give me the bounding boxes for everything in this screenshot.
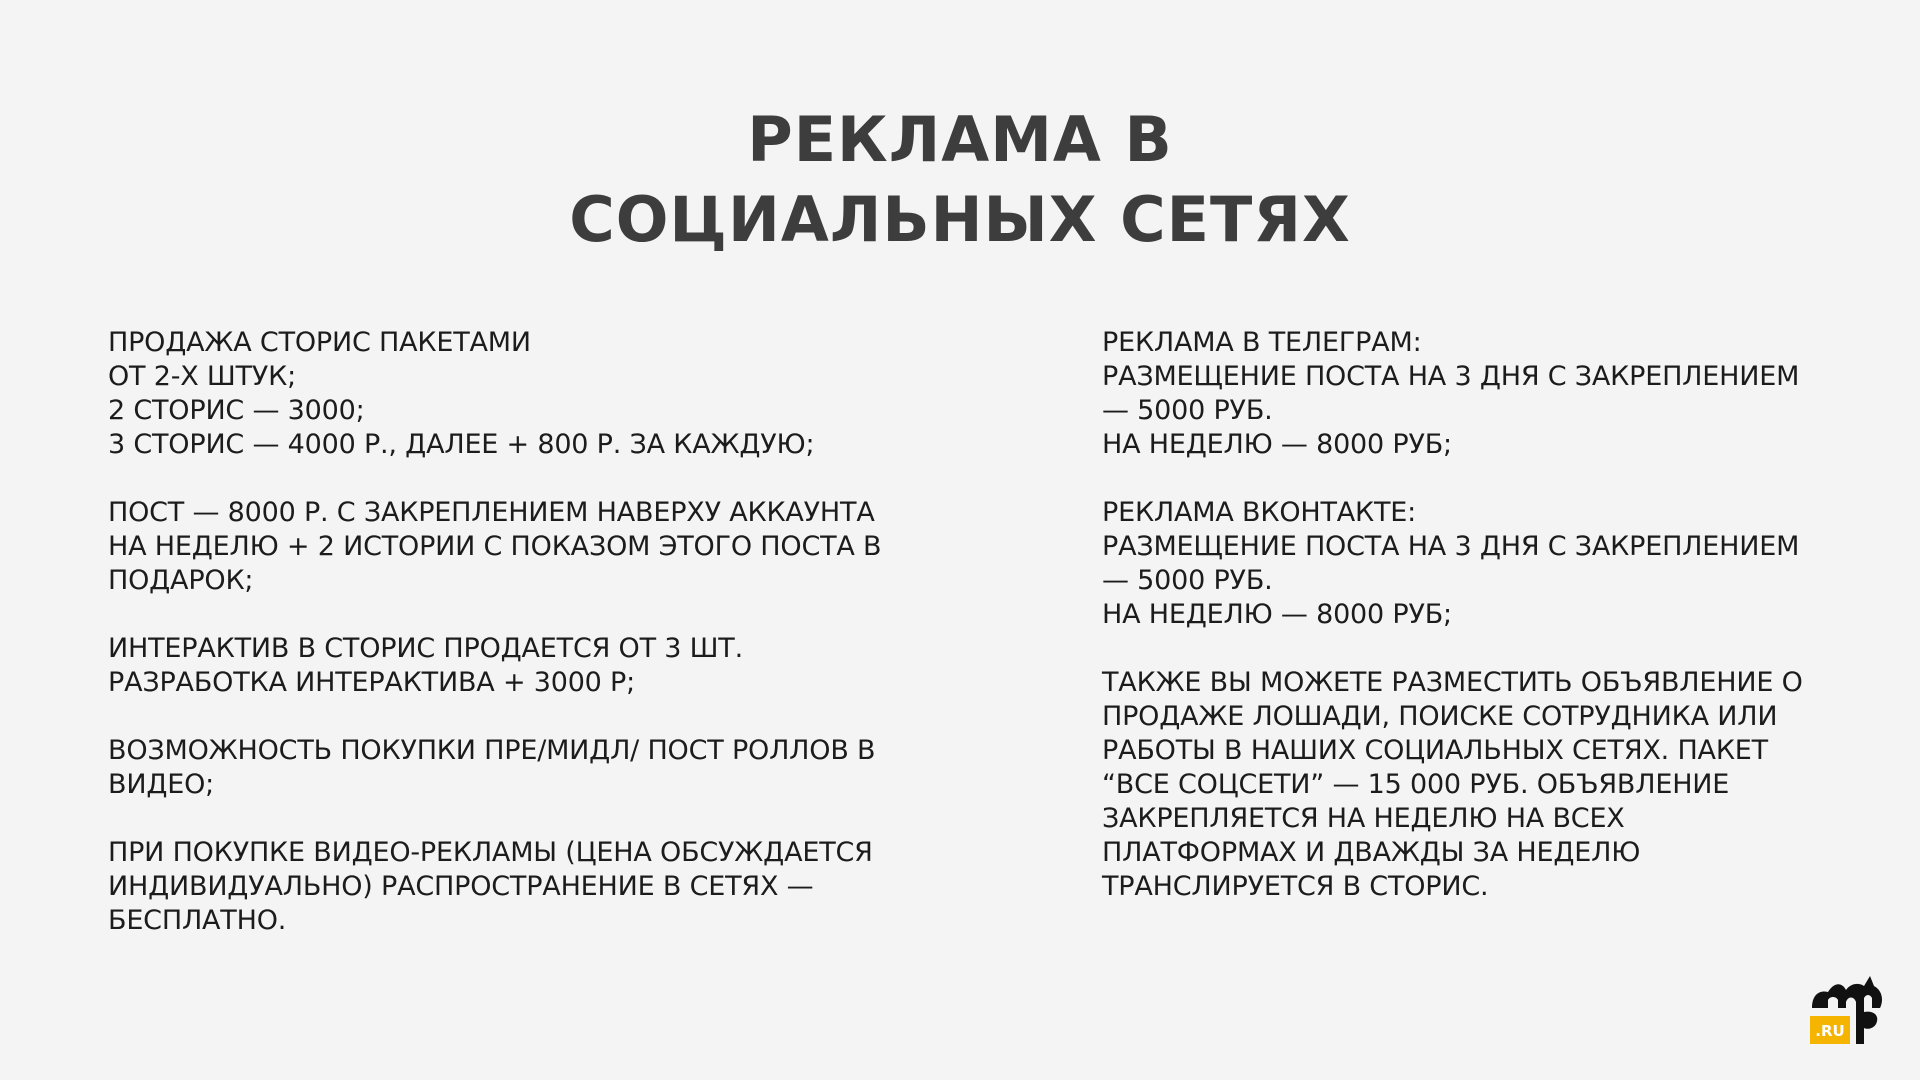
video-rolls-block <box>108 734 928 802</box>
text-line: ПРИ ПОКУПКЕ ВИДЕО-РЕКЛАМЫ (ЦЕНА ОБСУЖДАЕТСЯ <box>108 837 873 868</box>
text-line: ИНТЕРАКТИВ В СТОРИС ПРОДАЕТСЯ ОТ 3 ШТ. <box>108 633 743 664</box>
left-column <box>108 326 928 972</box>
text-line: “ВСЕ СОЦСЕТИ” — 15 000 РУБ. ОБЪЯВЛЕНИЕ <box>1102 769 1730 800</box>
telegram-pricing-block <box>1102 326 1832 462</box>
text-line: ПЛАТФОРМАХ И ДВАЖДЫ ЗА НЕДЕЛЮ <box>1102 837 1641 868</box>
text-line: РАЗРАБОТКА ИНТЕРАКТИВА + 3000 Р; <box>108 667 636 698</box>
text-line: ИНДИВИДУАЛЬНО) РАСПРОСТРАНЕНИЕ В СЕТЯХ — <box>108 871 814 902</box>
text-line: — 5000 РУБ. <box>1102 395 1273 426</box>
text-line: БЕСПЛАТНО. <box>108 905 287 936</box>
logo-mark-curl <box>1864 1012 1877 1029</box>
title-line-2: СОЦИАЛЬНЫХ СЕТЯХ <box>569 183 1351 256</box>
text-line: НА НЕДЕЛЮ + 2 ИСТОРИИ С ПОКАЗОМ ЭТОГО ПОСТА В <box>108 531 882 562</box>
text-line: РАЗМЕЩЕНИЕ ПОСТА НА 3 ДНЯ С ЗАКРЕПЛЕНИЕМ <box>1102 361 1800 392</box>
text-line: НА НЕДЕЛЮ — 8000 РУБ; <box>1102 599 1452 630</box>
text-line: ОТ 2-Х ШТУК; <box>108 361 297 392</box>
text-line: НА НЕДЕЛЮ — 8000 РУБ; <box>1102 429 1452 460</box>
post-pricing-block <box>108 496 928 598</box>
text-line: 2 СТОРИС — 3000; <box>108 395 365 426</box>
text-line: ПРОДАЖЕ ЛОШАДИ, ПОИСКЕ СОТРУДНИКА ИЛИ <box>1102 701 1778 732</box>
text-line: 3 СТОРИС — 4000 Р., ДАЛЕЕ + 800 Р. ЗА КАЖДУЮ; <box>108 429 815 460</box>
text-line: РЕКЛАМА ВКОНТАКТЕ: <box>1102 497 1417 528</box>
page-title <box>0 100 1920 260</box>
vkontakte-pricing-block <box>1102 496 1832 632</box>
logo-badge-text: .RU <box>1815 1022 1845 1040</box>
text-line: РАЗМЕЩЕНИЕ ПОСТА НА 3 ДНЯ С ЗАКРЕПЛЕНИЕМ <box>1102 531 1800 562</box>
interactive-pricing-block <box>108 632 928 700</box>
title-line-1: РЕКЛАМА В <box>747 103 1173 176</box>
text-line: ПОДАРОК; <box>108 565 254 596</box>
text-line: РАБОТЫ В НАШИХ СОЦИАЛЬНЫХ СЕТЯХ. ПАКЕТ <box>1102 735 1768 766</box>
text-line: ЗАКРЕПЛЯЕТСЯ НА НЕДЕЛЮ НА ВСЕХ <box>1102 803 1625 834</box>
video-ad-block <box>108 836 928 938</box>
stories-pricing-block <box>108 326 928 462</box>
text-line: — 5000 РУБ. <box>1102 565 1273 596</box>
text-line: ТАКЖЕ ВЫ МОЖЕТЕ РАЗМЕСТИТЬ ОБЪЯВЛЕНИЕ О <box>1102 667 1803 698</box>
right-column <box>1102 326 1832 938</box>
classifieds-pricing-block <box>1102 666 1832 904</box>
text-line: ТРАНСЛИРУЕТСЯ В СТОРИС. <box>1102 871 1489 902</box>
text-line: ПРОДАЖА СТОРИС ПАКЕТАМИ <box>108 327 531 358</box>
text-line: ВОЗМОЖНОСТЬ ПОКУПКИ ПРЕ/МИДЛ/ ПОСТ РОЛЛОВ В <box>108 735 876 766</box>
text-line: ВИДЕО; <box>108 769 215 800</box>
horse-logo-icon <box>1808 968 1886 1048</box>
text-line: РЕКЛАМА В ТЕЛЕГРАМ: <box>1102 327 1422 358</box>
brand-logo <box>1808 968 1886 1048</box>
text-line: ПОСТ — 8000 Р. С ЗАКРЕПЛЕНИЕМ НАВЕРХУ АККАУНТА <box>108 497 875 528</box>
